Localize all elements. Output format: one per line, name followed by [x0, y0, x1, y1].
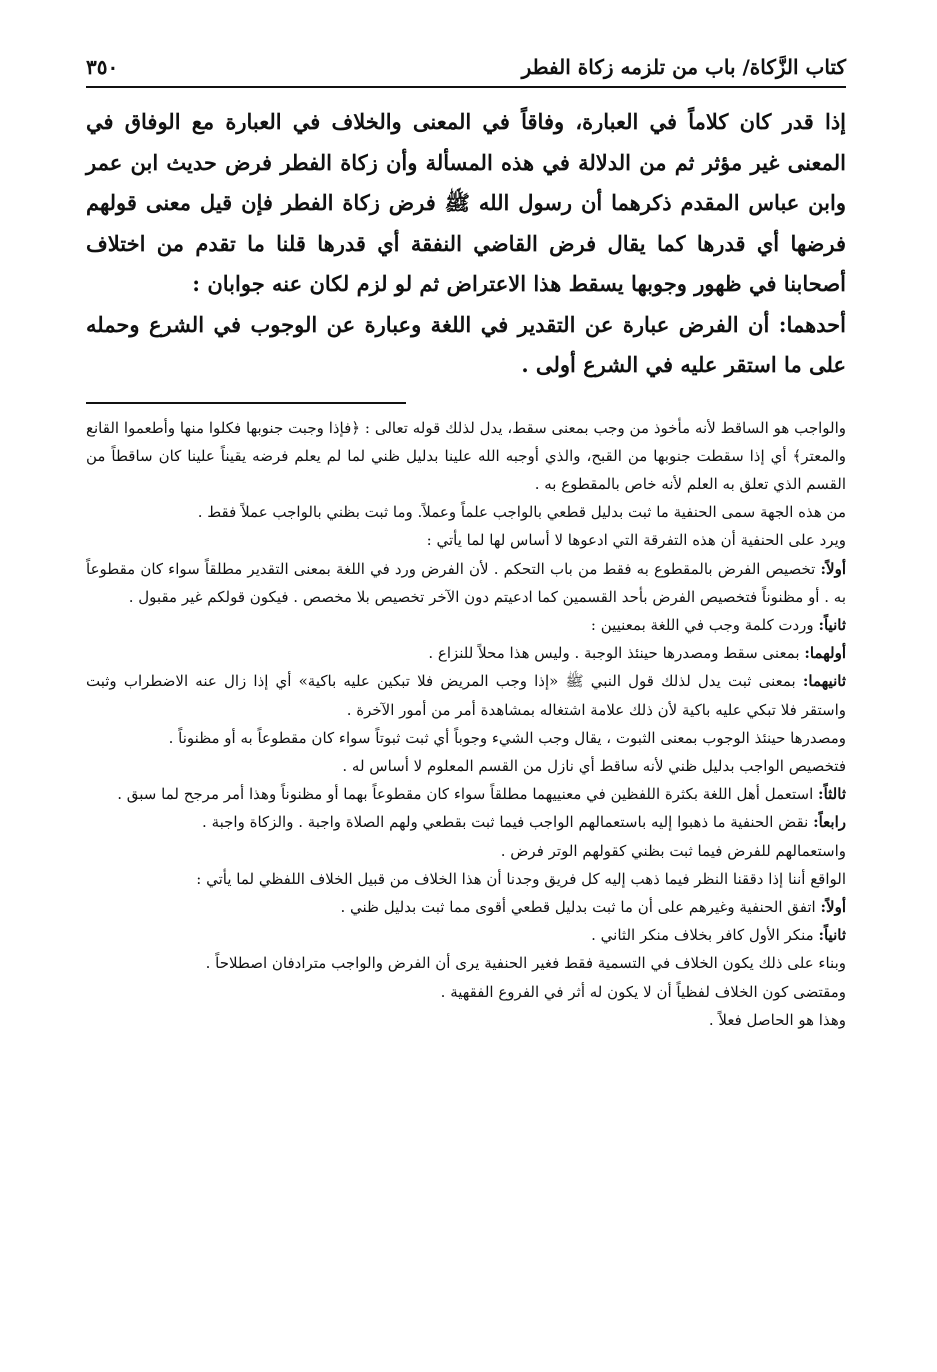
point-text: نقض الحنفية ما ذهبوا إليه باستعمالهم الواجب فيما ثبت بقطعي ولهم الصلاة واجبة . والزكاة واجبة . — [202, 813, 809, 832]
point-text: بمعنى سقط ومصدرها حينئذ الوجبة . وليس هذا محلاً للنزاع . — [428, 644, 800, 663]
point-label: أولهما: — [804, 644, 846, 663]
point-text: استعمل أهل اللغة بكثرة اللفظين في معنييهما مطلقاً سواء كان مقطوعاً بهما أو مظنوناً وهذا أمر مرجح لما سبق . — [117, 785, 814, 804]
point-text: بمعنى ثبت يدل لذلك قول النبي ﷺ «إذا وجب المريض فلا تبكين عليه باكية» أي إذا زال عنه الاضطراب وثبت واستقر فلا تبكي عليه باكية لأن ذلك علامة اشتغاله بمشاهدة أمر من أمور الآخرة . — [86, 672, 846, 719]
footnote-paragraph: وبناء على ذلك يكون الخلاف في التسمية فقط فغير الحنفية يرى أن الفرض والواجب مترادفان اصطلاحاً . — [205, 954, 846, 973]
point-label: ثالثاً: — [818, 785, 846, 804]
point-text: اتفق الحنفية وغيرهم على أن ما ثبت بدليل قطعي أقوى مما ثبت بدليل ظني . — [340, 897, 816, 916]
footnote-paragraph: واستعمالهم للفرض فيما ثبت بظني كقولهم الوتر فرض . — [500, 841, 846, 860]
answer-label: أحدهما: — [778, 311, 847, 337]
book-page — [86, 52, 846, 1034]
point-text: وردت كلمة وجب في اللغة بمعنيين : — [590, 615, 814, 634]
answer-text: أن الفرض عبارة عن التقدير في اللغة وعبارة عن الوجوب في الشرع وحمله على ما استقر عليه في الشرع أولى . — [86, 311, 846, 377]
point-text: منكر الأول كافر بخلاف منكر الثاني . — [591, 926, 814, 945]
page-number: ٣٥٠ — [86, 55, 119, 79]
footnote-point — [86, 555, 846, 611]
footnote-point — [86, 611, 846, 639]
point-label: ثانياً: — [818, 926, 846, 945]
footnote-point — [86, 780, 846, 808]
footnote-point — [86, 921, 846, 949]
point-label: ثانيهما: — [802, 672, 846, 691]
point-text: تخصيص الفرض بالمقطوع به فقط من باب التحكم . لأن الفرض ورد في اللغة بمعنى التقدير مطلقاً سواء كان مقطوعاً به . أو مظنوناً فتخصيص الفرض بأحد القسمين كما ادعيتم دون الآخر تخصيص بلا مخصص . فيكون قولكم غير مقبول . — [86, 559, 846, 606]
point-label: أولاً: — [820, 897, 846, 916]
footnote-point — [86, 639, 846, 667]
point-label: رابعاً: — [813, 813, 846, 832]
footnote-paragraph: ومصدرها حينئذ الوجوب بمعنى الثبوت ، يقال وجب الشيء وجوباً أي ثبت ثبوتاً سواء كان مقطوعاً به أو مظنوناً . — [168, 728, 846, 747]
main-text — [86, 102, 846, 386]
footnote-separator — [86, 402, 406, 404]
footnote-paragraph: ويرد على الحنفية أن هذه التفرقة التي ادعوها لا أساس لها لما يأتي : — [426, 531, 846, 550]
footnote-paragraph: من هذه الجهة سمى الحنفية ما ثبت بدليل قطعي بالواجب علماً وعملاً. وما ثبت بظني بالواجب عملاً فقط . — [197, 503, 846, 522]
main-paragraph: إذا قدر كان كلاماً في العبارة، وفاقاً في المعنى والخلاف في العبارة مع الوفاق في المعنى غير مؤثر ثم من الدلالة في هذه المسألة وأن زكاة الفطر فرض حديث ابن عمر وابن عباس المقدم ذكرهما أن رسول الله ﷺ فرض زكاة الفطر فإن قيل معنى قولهم فرضها أي قدرها كما يقال فرض القاضي النفقة أي قدرها قلنا ما تقدم من اختلاف أصحابنا في ظهور وجوبها يسقط هذا الاعتراض ثم لو لزم لكان عنه جوابان : — [86, 109, 846, 296]
footnote-point — [86, 808, 846, 836]
footnote-paragraph: ومقتضى كون الخلاف لفظياً أن لا يكون له أثر في الفروع الفقهية . — [440, 982, 846, 1001]
point-label: أولاً: — [820, 559, 846, 578]
running-title: كتاب الزَّكاة/ باب من تلزمه زكاة الفطر — [521, 55, 846, 79]
footnote-point — [86, 893, 846, 921]
footnotes — [86, 414, 846, 1034]
footnote-paragraph: وهذا هو الحاصل فعلاً . — [708, 1010, 846, 1029]
footnote-point — [86, 667, 846, 723]
footnote-paragraph: فتخصيص الواجب بدليل ظني لأنه ساقط أي نازل من القسم المعلوم لا أساس له . — [342, 756, 846, 775]
main-paragraph-answer — [86, 305, 846, 386]
page-header — [86, 52, 846, 88]
point-label: ثانياً: — [818, 615, 846, 634]
footnote-paragraph: الواقع أننا إذا دققنا النظر فيما ذهب إليه كل فريق وجدنا أن هذا الخلاف من قبيل الخلاف اللفظي لما يأتي : — [196, 869, 846, 888]
footnote-paragraph: والواجب هو الساقط لأنه مأخوذ من وجب بمعنى سقط، يدل لذلك قوله تعالى : ﴿فإذا وجبت جنوبها فكلوا منها وأطعموا القانع والمعتر﴾ أي إذا سقطت جنوبها من القبح، والذي أوجبه الله علينا بدليل ظني لما لم يعلم فرضه يقيناً علينا كان ساقطاً من القسم الذي تعلق به العلم لأنه خاص بالمقطوع به . — [86, 418, 846, 493]
